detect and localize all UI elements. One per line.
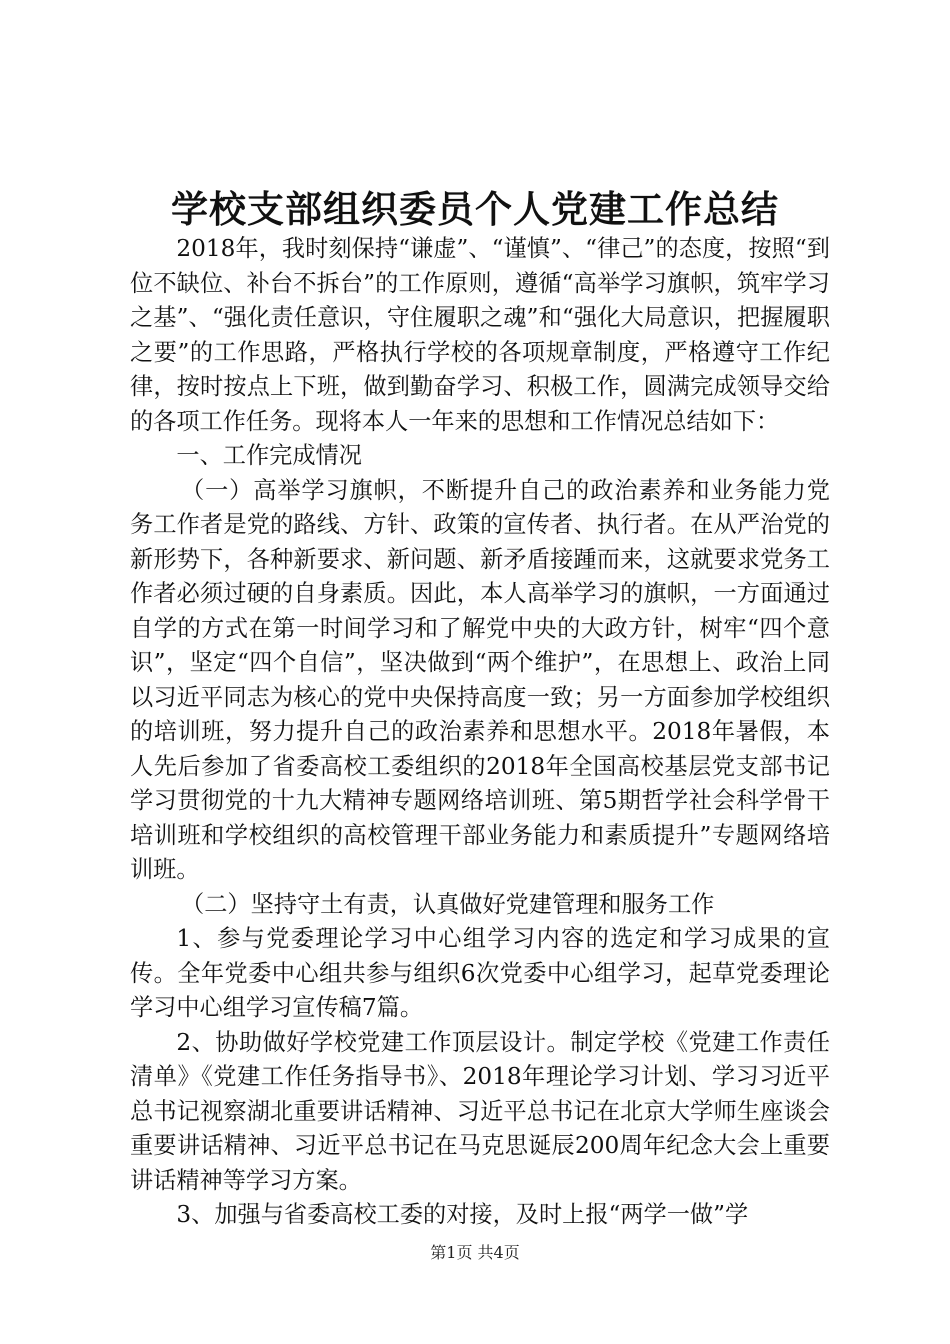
subsection-paragraph-1: （一）高举学习旗帜，不断提升自己的政治素养和业务能力党务工作者是党的路线、方针、政策的宣传者、执行者。在从严治党的新形势下，各种新要求、新问题、新矛盾接踵而来，这就要求党务工作者必须过硬的自身素质。因此，本人高举学习的旗帜，一方面通过自学的方式在第一时间学习和了解党中央的大政方针，树牢“四个意识”，坚定“四个自信”，坚决做到“两个维护”，在思想上、政治上同以习近平同志为核心的党中央保持高度一致；另一方面参加学校组织的培训班，努力提升自己的政治素养和思想水平。2018年暑假，本人先后参加了省委高校工委组织的2018年全国高校基层党支部书记学习贯彻党的十九大精神专题网络培训班、第5期哲学社会科学骨干培训班和学校组织的高校管理干部业务能力和素质提升”专题网络培训班。 (130, 476, 830, 883)
item-paragraph-3: 3、加强与省委高校工委的对接，及时上报“两学一做”学 (176, 1201, 749, 1228)
document-body (130, 232, 830, 1233)
section-heading: 一、工作完成情况 (176, 442, 362, 469)
item-paragraph-2: 2、协助做好学校党建工作顶层设计。制定学校《党建工作责任清单》《党建工作任务指导书》、2018年理论学习计划、学习习近平总书记视察湖北重要讲话精神、习近平总书记在北京大学师生座谈会重要讲话精神、习近平总书记在马克思诞辰200周年纪念大会上重要讲话精神等学习方案。 (130, 1028, 830, 1194)
item-paragraph-1: 1、参与党委理论学习中心组学习内容的选定和学习成果的宣传。全年党委中心组共参与组织6次党委中心组学习，起草党委理论学习中心组学习宣传稿7篇。 (130, 925, 830, 1021)
intro-paragraph: 2018年，我时刻保持“谦虚”、“谨慎”、“律己”的态度，按照“到位不缺位、补台不拆台”的工作原则，遵循“高举学习旗帜，筑牢学习之基”、“强化责任意识，守住履职之魂”和“强化大局意识，把握履职之要”的工作思路，严格执行学校的各项规章制度，严格遵守工作纪律，按时按点上下班，做到勤奋学习、积极工作，圆满完成领导交给的各项工作任务。现将本人一年来的思想和工作情况总结如下： (130, 235, 830, 435)
document-title: 学校支部组织委员个人党建工作总结 (171, 187, 779, 231)
subsection-heading-2: （二）坚持守土有责，认真做好党建管理和服务工作 (181, 890, 715, 918)
page-number-footer: 第1页 共4页 (430, 1243, 520, 1262)
